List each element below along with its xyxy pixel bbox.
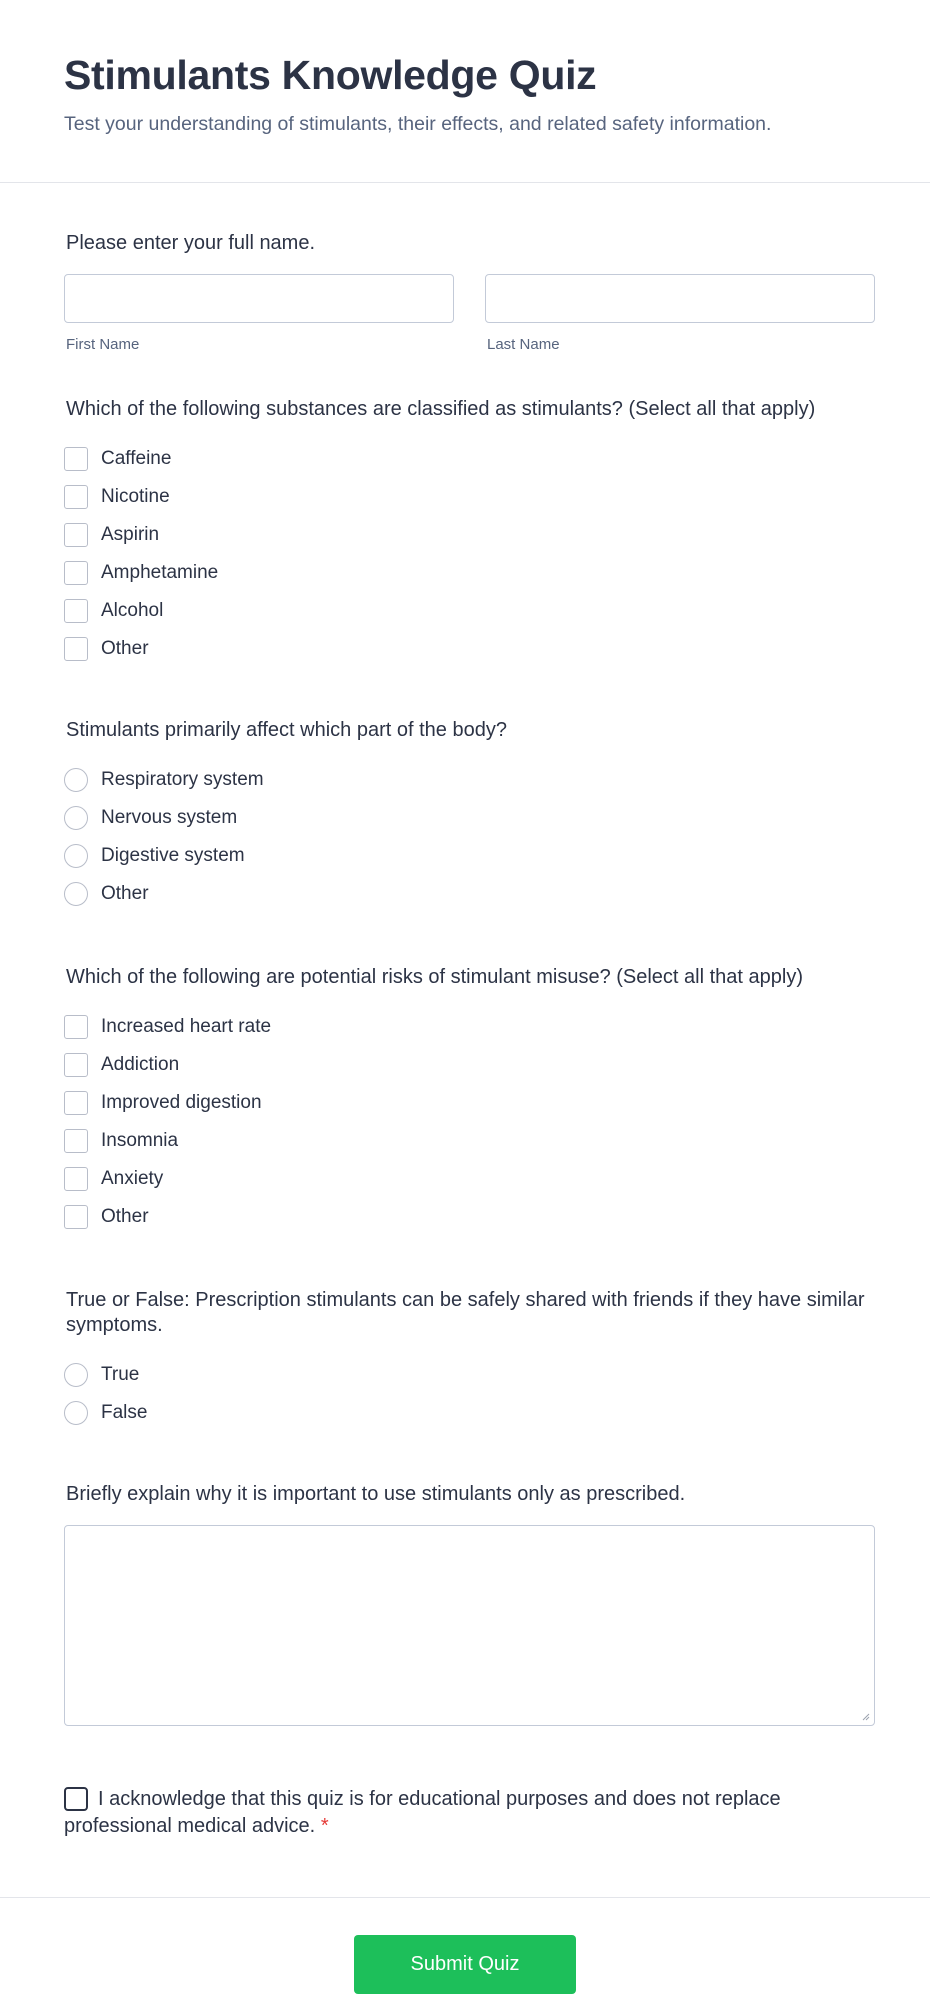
explanation-textarea[interactable] — [64, 1525, 875, 1726]
risks-question — [64, 965, 875, 1236]
option-label: Other — [101, 638, 149, 659]
option-label: Nicotine — [101, 486, 170, 507]
checkbox[interactable] — [64, 447, 88, 471]
acknowledgement[interactable] — [64, 1786, 784, 1840]
name-row — [64, 274, 875, 353]
option-true[interactable] — [64, 1356, 875, 1394]
option-label: Digestive system — [101, 845, 245, 866]
radio-button[interactable] — [64, 882, 88, 906]
form-header — [0, 0, 930, 183]
checkbox[interactable] — [64, 637, 88, 661]
option-label: Caffeine — [101, 448, 172, 469]
option-label: Aspirin — [101, 524, 160, 545]
radio-button[interactable] — [64, 806, 88, 830]
option-false[interactable] — [64, 1394, 875, 1432]
option-nicotine[interactable] — [64, 478, 875, 516]
stimulants-question-label: Which of the following substances are classified as stimulants? (Select all that apply) — [66, 398, 816, 420]
option-label: Alcohol — [101, 600, 164, 621]
last-name-sublabel: Last Name — [487, 336, 560, 353]
option-caffeine[interactable] — [64, 440, 875, 478]
first-name-input[interactable] — [64, 274, 454, 323]
option-addiction[interactable] — [64, 1046, 875, 1084]
option-label: False — [101, 1402, 148, 1423]
risks-question-label: Which of the following are potential risks of stimulant misuse? (Select all that apply) — [66, 966, 804, 988]
last-name-group — [485, 274, 875, 353]
body-part-question — [64, 718, 875, 913]
option-other[interactable] — [64, 1198, 875, 1236]
explanation-question-label: Briefly explain why it is important to use stimulants only as prescribed. — [66, 1483, 686, 1505]
first-name-group — [64, 274, 454, 353]
option-label: Other — [101, 883, 149, 904]
option-label: Nervous system — [101, 807, 238, 828]
option-label: Other — [101, 1206, 149, 1227]
checkbox[interactable] — [64, 1205, 88, 1229]
option-alcohol[interactable] — [64, 592, 875, 630]
option-label: Anxiety — [101, 1168, 164, 1189]
submit-quiz-button[interactable]: Submit Quiz — [354, 1935, 576, 1994]
option-anxiety[interactable] — [64, 1160, 875, 1198]
option-amphetamine[interactable] — [64, 554, 875, 592]
first-name-sublabel: First Name — [66, 336, 140, 353]
option-increased-heart-rate[interactable] — [64, 1008, 875, 1046]
checkbox[interactable] — [64, 1167, 88, 1191]
option-digestive-system[interactable] — [64, 837, 875, 875]
radio-button[interactable] — [64, 768, 88, 792]
checkbox[interactable] — [64, 1129, 88, 1153]
checkbox[interactable] — [64, 1091, 88, 1115]
name-question — [64, 231, 875, 353]
last-name-input[interactable] — [485, 274, 875, 323]
option-other[interactable] — [64, 630, 875, 668]
option-improved-digestion[interactable] — [64, 1084, 875, 1122]
true-false-question — [64, 1288, 875, 1432]
acknowledgement-checkbox[interactable] — [64, 1787, 88, 1811]
resize-handle-icon[interactable] — [862, 1713, 870, 1721]
form-footer — [0, 1897, 930, 1994]
checkbox[interactable] — [64, 1015, 88, 1039]
checkbox[interactable] — [64, 561, 88, 585]
radio-button[interactable] — [64, 844, 88, 868]
option-respiratory-system[interactable] — [64, 761, 875, 799]
quiz-form — [0, 231, 930, 1840]
option-insomnia[interactable] — [64, 1122, 875, 1160]
true-false-question-label: True or False: Prescription stimulants can be safely shared with friends if they have similar symptoms. — [66, 1289, 865, 1336]
option-label: Insomnia — [101, 1130, 179, 1151]
option-label: Amphetamine — [101, 562, 219, 583]
radio-button[interactable] — [64, 1401, 88, 1425]
page-subtitle: Test your understanding of stimulants, their effects, and related safety information. — [64, 113, 772, 135]
acknowledgement-text: I acknowledge that this quiz is for educational purposes and does not replace professional medical advice. — [64, 1788, 781, 1837]
page-title: Stimulants Knowledge Quiz — [64, 52, 597, 98]
option-label: True — [101, 1364, 140, 1385]
option-nervous-system[interactable] — [64, 799, 875, 837]
checkbox[interactable] — [64, 485, 88, 509]
explanation-question — [64, 1482, 875, 1726]
option-other[interactable] — [64, 875, 875, 913]
body-part-question-label: Stimulants primarily affect which part of the body? — [66, 719, 507, 741]
checkbox[interactable] — [64, 599, 88, 623]
option-label: Addiction — [101, 1054, 180, 1075]
option-label: Increased heart rate — [101, 1016, 272, 1037]
stimulants-question — [64, 397, 875, 668]
option-label: Respiratory system — [101, 769, 264, 790]
option-aspirin[interactable] — [64, 516, 875, 554]
name-question-label: Please enter your full name. — [66, 232, 316, 254]
checkbox[interactable] — [64, 1053, 88, 1077]
option-label: Improved digestion — [101, 1092, 262, 1113]
required-asterisk: * — [320, 1815, 329, 1837]
checkbox[interactable] — [64, 523, 88, 547]
radio-button[interactable] — [64, 1363, 88, 1387]
